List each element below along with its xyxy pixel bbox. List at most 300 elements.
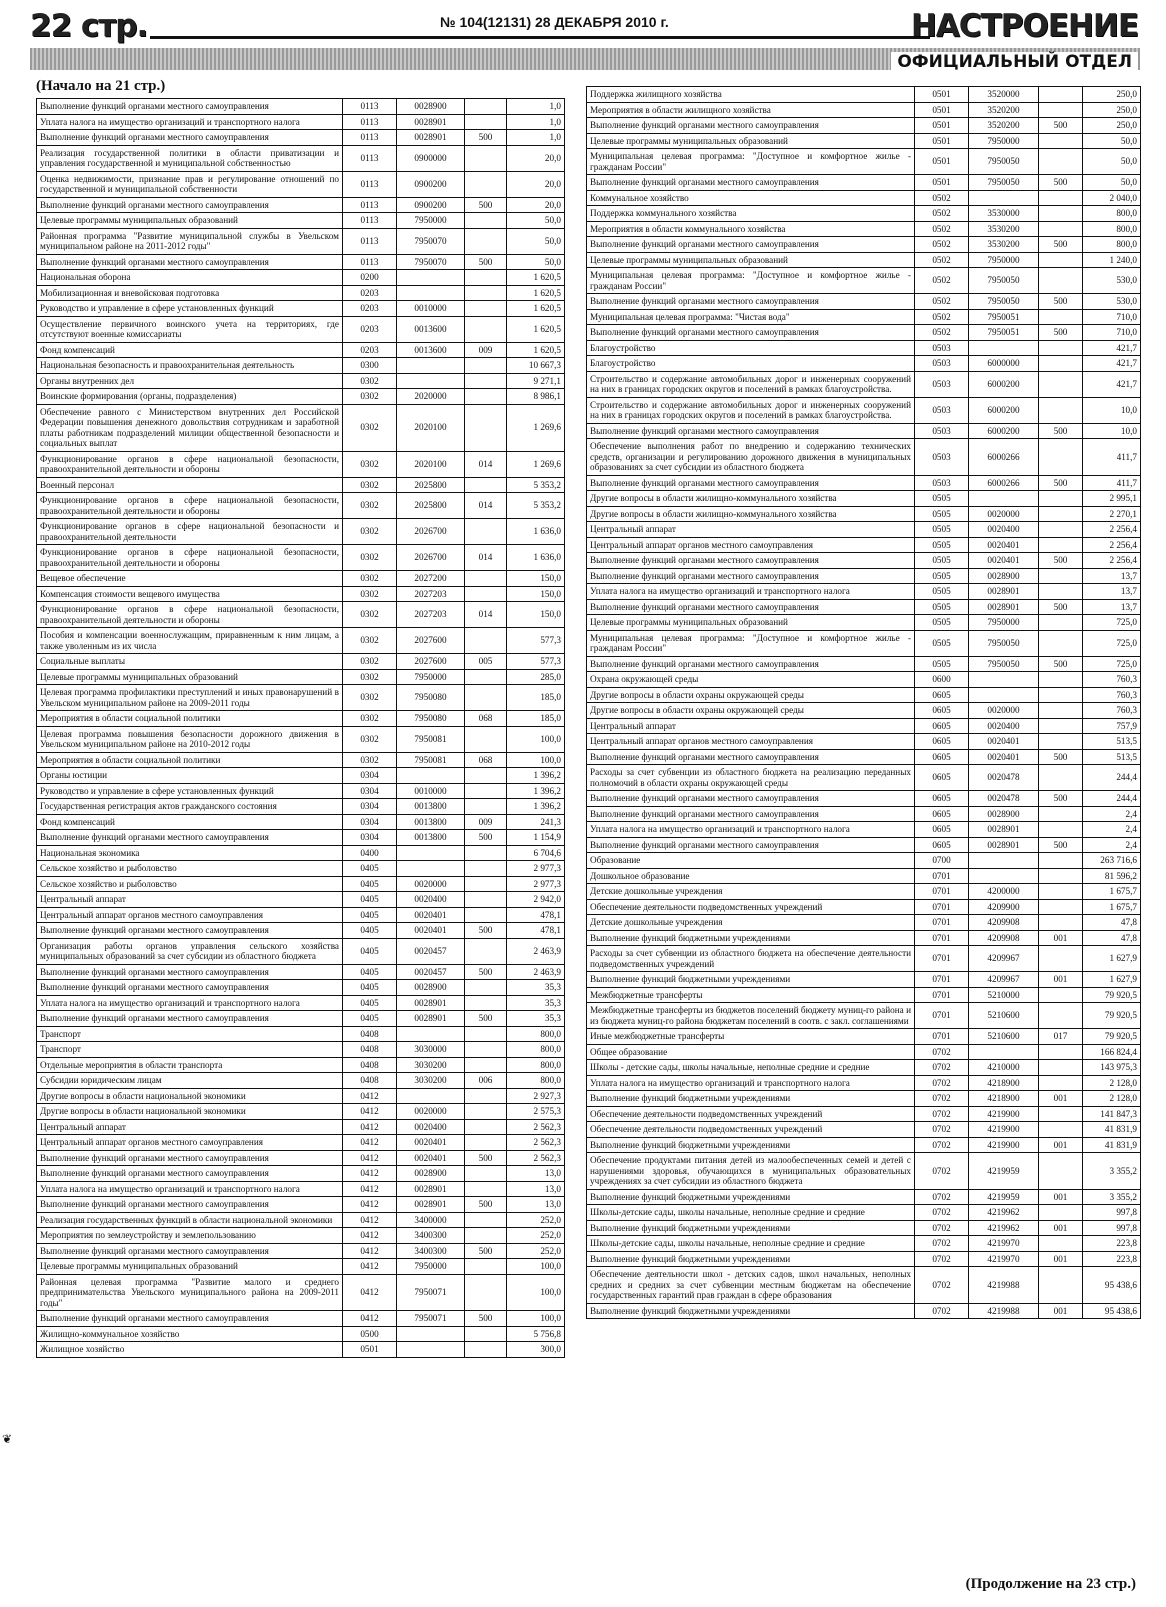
table-row bbox=[37, 301, 565, 317]
section-code: 0503 bbox=[915, 371, 969, 397]
table-row bbox=[587, 765, 1141, 791]
section-code: 0203 bbox=[343, 301, 397, 317]
row-name: Выполнение функций органами местного самоуправления bbox=[587, 423, 915, 439]
row-name: Другие вопросы в области национальной экономики bbox=[37, 1104, 343, 1120]
target-code: 7950071 bbox=[397, 1274, 465, 1311]
amount: 1,0 bbox=[507, 114, 565, 130]
row-name: Уплата налога на имущество организаций и транспортного налога bbox=[587, 1075, 915, 1091]
amount: 47,8 bbox=[1083, 930, 1141, 946]
row-name: Строительство и содержание автомобильных дорог и инженерных сооружений на них в границах городских округов и поселений в рамках благоустройства. bbox=[587, 371, 915, 397]
section-code: 0405 bbox=[343, 1011, 397, 1027]
amount: 244,4 bbox=[1083, 791, 1141, 807]
target-code: 2025800 bbox=[397, 477, 465, 493]
section-code: 0412 bbox=[343, 1259, 397, 1275]
section-code: 0702 bbox=[915, 1251, 969, 1267]
amount: 95 438,6 bbox=[1083, 1267, 1141, 1304]
amount: 710,0 bbox=[1083, 325, 1141, 341]
amount: 577,3 bbox=[507, 628, 565, 654]
expense-type bbox=[1039, 1205, 1083, 1221]
table-row bbox=[37, 1088, 565, 1104]
section-code: 0701 bbox=[915, 868, 969, 884]
amount: 244,4 bbox=[1083, 765, 1141, 791]
table-row bbox=[587, 915, 1141, 931]
section-code: 0113 bbox=[343, 114, 397, 130]
row-name: Органы юстиции bbox=[37, 768, 343, 784]
expense-type bbox=[465, 980, 507, 996]
row-name: Функционирование органов в сфере национальной безопасности, правоохранительной деятельности и обороны bbox=[37, 602, 343, 628]
section-code: 0412 bbox=[343, 1197, 397, 1213]
row-name: Обеспечение деятельности подведомственных учреждений bbox=[587, 899, 915, 915]
section-code: 0605 bbox=[915, 749, 969, 765]
target-code: 7950050 bbox=[969, 630, 1039, 656]
section-code: 0302 bbox=[343, 628, 397, 654]
row-name: Целевая программа профилактики преступлений и иных правонарушений в Увельском муниципальном районе на 2009-2011 годы bbox=[37, 685, 343, 711]
section-code: 0302 bbox=[343, 586, 397, 602]
amount: 997,8 bbox=[1083, 1220, 1141, 1236]
row-name: Выполнение функций бюджетными учреждениями bbox=[587, 1220, 915, 1236]
expense-type bbox=[465, 726, 507, 752]
amount: 300,0 bbox=[507, 1342, 565, 1358]
row-name: Целевые программы муниципальных образований bbox=[37, 1259, 343, 1275]
amount: 1 636,0 bbox=[507, 545, 565, 571]
expense-type bbox=[465, 938, 507, 964]
section-code: 0302 bbox=[343, 477, 397, 493]
section-code: 0505 bbox=[915, 506, 969, 522]
amount: 478,1 bbox=[507, 923, 565, 939]
section-code: 0304 bbox=[343, 768, 397, 784]
target-code: 0020400 bbox=[397, 892, 465, 908]
target-code: 0028901 bbox=[969, 599, 1039, 615]
table-row bbox=[587, 522, 1141, 538]
table-row bbox=[37, 586, 565, 602]
target-code: 2027200 bbox=[397, 571, 465, 587]
section-code: 0505 bbox=[915, 568, 969, 584]
table-row bbox=[37, 669, 565, 685]
expense-type bbox=[1039, 1267, 1083, 1304]
budget-table-left bbox=[36, 98, 565, 1358]
amount: 2 927,3 bbox=[507, 1088, 565, 1104]
table-row bbox=[37, 270, 565, 286]
row-name: Выполнение функций органами местного самоуправления bbox=[37, 980, 343, 996]
section-code: 0701 bbox=[915, 946, 969, 972]
expense-type bbox=[1039, 309, 1083, 325]
section-code: 0304 bbox=[343, 799, 397, 815]
target-code: 4219988 bbox=[969, 1303, 1039, 1319]
expense-type bbox=[465, 1212, 507, 1228]
continuation-from: (Начало на 21 стр.) bbox=[36, 78, 166, 94]
table-row bbox=[37, 726, 565, 752]
table-row bbox=[37, 451, 565, 477]
table-row bbox=[37, 1212, 565, 1228]
table-row bbox=[587, 206, 1141, 222]
row-name: Выполнение функций органами местного самоуправления bbox=[587, 806, 915, 822]
section-code: 0503 bbox=[915, 356, 969, 372]
row-name: Выполнение функций бюджетными учреждениями bbox=[587, 1251, 915, 1267]
table-row bbox=[37, 995, 565, 1011]
table-row bbox=[587, 1106, 1141, 1122]
amount: 2 995,1 bbox=[1083, 491, 1141, 507]
target-code: 0028900 bbox=[969, 568, 1039, 584]
table-row bbox=[37, 892, 565, 908]
expense-type: 500 bbox=[465, 923, 507, 939]
amount: 2 977,3 bbox=[507, 861, 565, 877]
table-row bbox=[587, 340, 1141, 356]
row-name: Выполнение функций бюджетными учреждениями bbox=[587, 1189, 915, 1205]
section-code: 0501 bbox=[915, 102, 969, 118]
section-code: 0412 bbox=[343, 1181, 397, 1197]
section-code: 0701 bbox=[915, 930, 969, 946]
section-code: 0505 bbox=[915, 630, 969, 656]
expense-type bbox=[1039, 268, 1083, 294]
amount: 1 240,0 bbox=[1083, 252, 1141, 268]
expense-type: 009 bbox=[465, 814, 507, 830]
target-code: 0020401 bbox=[969, 749, 1039, 765]
table-row bbox=[587, 1189, 1141, 1205]
row-name: Выполнение функций органами местного самоуправления bbox=[37, 1197, 343, 1213]
section-code: 0302 bbox=[343, 654, 397, 670]
target-code: 2026700 bbox=[397, 545, 465, 571]
target-code: 4218900 bbox=[969, 1091, 1039, 1107]
row-name: Школы-детские сады, школы начальные, неполные средние и средние bbox=[587, 1205, 915, 1221]
row-name: Жилищное хозяйство bbox=[37, 1342, 343, 1358]
target-code: 0013600 bbox=[397, 316, 465, 342]
section-code: 0505 bbox=[915, 584, 969, 600]
expense-type bbox=[465, 768, 507, 784]
row-name: Школы-детские сады, школы начальные, неполные средние и средние bbox=[587, 1236, 915, 1252]
expense-type bbox=[1039, 1003, 1083, 1029]
target-code: 4219962 bbox=[969, 1205, 1039, 1221]
target-code: 7950050 bbox=[969, 294, 1039, 310]
amount: 421,7 bbox=[1083, 371, 1141, 397]
row-name: Выполнение функций органами местного самоуправления bbox=[37, 99, 343, 115]
expense-type bbox=[1039, 1106, 1083, 1122]
expense-type bbox=[465, 876, 507, 892]
row-name: Осуществление первичного воинского учета на территориях, где отсутствуют военные комиссариаты bbox=[37, 316, 343, 342]
target-code: 0020401 bbox=[397, 1135, 465, 1151]
section-code: 0702 bbox=[915, 1267, 969, 1304]
expense-type bbox=[465, 1119, 507, 1135]
amount: 185,0 bbox=[507, 685, 565, 711]
amount: 250,0 bbox=[1083, 102, 1141, 118]
amount: 1 269,6 bbox=[507, 404, 565, 451]
section-code: 0702 bbox=[915, 1091, 969, 1107]
target-code: 3030000 bbox=[397, 1042, 465, 1058]
target-code: 5210600 bbox=[969, 1003, 1039, 1029]
target-code: 3400000 bbox=[397, 1212, 465, 1228]
row-name: Фонд компенсаций bbox=[37, 342, 343, 358]
section-code: 0113 bbox=[343, 254, 397, 270]
target-code: 7950000 bbox=[397, 1259, 465, 1275]
table-row bbox=[37, 1057, 565, 1073]
table-row bbox=[587, 630, 1141, 656]
row-name: Выполнение функций органами местного самоуправления bbox=[587, 553, 915, 569]
target-code bbox=[397, 768, 465, 784]
target-code: 0020000 bbox=[397, 876, 465, 892]
target-code: 0028901 bbox=[397, 1197, 465, 1213]
target-code: 7950070 bbox=[397, 254, 465, 270]
row-name: Сельское хозяйство и рыболовство bbox=[37, 876, 343, 892]
row-name: Сельское хозяйство и рыболовство bbox=[37, 861, 343, 877]
amount: 35,3 bbox=[507, 980, 565, 996]
row-name: Выполнение функций органами местного самоуправления bbox=[587, 118, 915, 134]
expense-type: 500 bbox=[1039, 423, 1083, 439]
table-row bbox=[587, 806, 1141, 822]
section-code: 0605 bbox=[915, 791, 969, 807]
amount: 100,0 bbox=[507, 1311, 565, 1327]
target-code: 3030200 bbox=[397, 1057, 465, 1073]
section-code: 0701 bbox=[915, 899, 969, 915]
section-code: 0113 bbox=[343, 228, 397, 254]
row-name: Выполнение функций органами местного самоуправления bbox=[37, 1243, 343, 1259]
target-code: 0028901 bbox=[969, 837, 1039, 853]
target-code: 0028900 bbox=[397, 1166, 465, 1182]
expense-type bbox=[465, 892, 507, 908]
section-code: 0302 bbox=[343, 519, 397, 545]
expense-type: 500 bbox=[465, 1311, 507, 1327]
table-row bbox=[587, 294, 1141, 310]
amount: 10 667,3 bbox=[507, 358, 565, 374]
table-row bbox=[37, 1119, 565, 1135]
row-name: Муниципальная целевая программа: "Чистая вода" bbox=[587, 309, 915, 325]
row-name: Функционирование органов в сфере национальной безопасности и правоохранительной деятельности bbox=[37, 519, 343, 545]
amount: 166 824,4 bbox=[1083, 1044, 1141, 1060]
target-code: 0028901 bbox=[397, 1011, 465, 1027]
row-name: Школы - детские сады, школы начальные, неполные средние и средние bbox=[587, 1060, 915, 1076]
row-name: Поддержка жилищного хозяйства bbox=[587, 87, 915, 103]
row-name: Национальная оборона bbox=[37, 270, 343, 286]
amount: 2 575,3 bbox=[507, 1104, 565, 1120]
row-name: Другие вопросы в области жилищно-коммунального хозяйства bbox=[587, 491, 915, 507]
section-code: 0412 bbox=[343, 1311, 397, 1327]
expense-type: 001 bbox=[1039, 1137, 1083, 1153]
table-row bbox=[37, 316, 565, 342]
section-code: 0702 bbox=[915, 1075, 969, 1091]
target-code: 3520000 bbox=[969, 87, 1039, 103]
section-code: 0605 bbox=[915, 806, 969, 822]
table-row bbox=[587, 537, 1141, 553]
amount: 20,0 bbox=[507, 197, 565, 213]
section-code: 0701 bbox=[915, 915, 969, 931]
target-code: 4219970 bbox=[969, 1251, 1039, 1267]
target-code: 2025800 bbox=[397, 493, 465, 519]
target-code: 7950000 bbox=[969, 615, 1039, 631]
target-code: 0028901 bbox=[397, 130, 465, 146]
expense-type bbox=[1039, 522, 1083, 538]
expense-type: 500 bbox=[1039, 175, 1083, 191]
expense-type bbox=[1039, 584, 1083, 600]
continuation-to: (Продолжение на 23 стр.) bbox=[965, 1576, 1136, 1592]
expense-type bbox=[465, 1326, 507, 1342]
section-code: 0412 bbox=[343, 1088, 397, 1104]
amount: 1 620,5 bbox=[507, 285, 565, 301]
section-code: 0501 bbox=[915, 175, 969, 191]
row-name: Поддержка коммунального хозяйства bbox=[587, 206, 915, 222]
target-code: 0010000 bbox=[397, 783, 465, 799]
row-name: Обеспечение продуктами питания детей из малообеспеченных семей и детей с нарушениями здоровья, обучающихся в муниципальных образовательных учреждениях за счет субсидии из областного бюджета bbox=[587, 1153, 915, 1190]
target-code: 0020478 bbox=[969, 791, 1039, 807]
section-code: 0505 bbox=[915, 491, 969, 507]
row-name: Благоустройство bbox=[587, 340, 915, 356]
amount: 79 920,5 bbox=[1083, 1029, 1141, 1045]
expense-type: 500 bbox=[465, 830, 507, 846]
amount: 143 975,3 bbox=[1083, 1060, 1141, 1076]
row-name: Выполнение функций органами местного самоуправления bbox=[37, 964, 343, 980]
target-code: 4219900 bbox=[969, 1137, 1039, 1153]
table-row bbox=[587, 475, 1141, 491]
expense-type bbox=[1039, 806, 1083, 822]
section-code: 0701 bbox=[915, 972, 969, 988]
amount: 760,3 bbox=[1083, 703, 1141, 719]
table-row bbox=[37, 876, 565, 892]
target-code: 2027203 bbox=[397, 602, 465, 628]
row-name: Центральный аппарат bbox=[587, 522, 915, 538]
row-name: Выполнение функций органами местного самоуправления bbox=[587, 749, 915, 765]
expense-type bbox=[1039, 672, 1083, 688]
table-row bbox=[587, 397, 1141, 423]
expense-type bbox=[465, 404, 507, 451]
amount: 3 355,2 bbox=[1083, 1189, 1141, 1205]
row-name: Иные межбюджетные трансферты bbox=[587, 1029, 915, 1045]
table-row bbox=[37, 145, 565, 171]
target-code: 3520200 bbox=[969, 118, 1039, 134]
amount: 41 831,9 bbox=[1083, 1122, 1141, 1138]
amount: 478,1 bbox=[507, 907, 565, 923]
expense-type: 005 bbox=[465, 654, 507, 670]
amount: 5 756,8 bbox=[507, 1326, 565, 1342]
expense-type: 014 bbox=[465, 493, 507, 519]
expense-type bbox=[1039, 190, 1083, 206]
expense-type bbox=[465, 995, 507, 1011]
amount: 8 986,1 bbox=[507, 389, 565, 405]
target-code: 0900200 bbox=[397, 171, 465, 197]
expense-type: 500 bbox=[465, 197, 507, 213]
section-code: 0302 bbox=[343, 685, 397, 711]
expense-type bbox=[1039, 491, 1083, 507]
row-name: Мероприятия по землеустройству и землепользованию bbox=[37, 1228, 343, 1244]
section-code: 0503 bbox=[915, 475, 969, 491]
table-row bbox=[37, 685, 565, 711]
target-code: 0028900 bbox=[969, 806, 1039, 822]
section-code: 0501 bbox=[343, 1342, 397, 1358]
target-code: 0900200 bbox=[397, 197, 465, 213]
row-name: Выполнение функций бюджетными учреждениями bbox=[587, 972, 915, 988]
amount: 10,0 bbox=[1083, 397, 1141, 423]
amount: 725,0 bbox=[1083, 630, 1141, 656]
expense-type bbox=[1039, 356, 1083, 372]
section-code: 0405 bbox=[343, 907, 397, 923]
row-name: Центральный аппарат органов местного самоуправления bbox=[37, 907, 343, 923]
table-row bbox=[37, 197, 565, 213]
table-row bbox=[587, 221, 1141, 237]
table-row bbox=[587, 1251, 1141, 1267]
expense-type: 500 bbox=[1039, 475, 1083, 491]
expense-type: 500 bbox=[465, 1197, 507, 1213]
target-code bbox=[397, 373, 465, 389]
target-code: 4218900 bbox=[969, 1075, 1039, 1091]
expense-type bbox=[1039, 1122, 1083, 1138]
expense-type bbox=[1039, 206, 1083, 222]
section-code: 0702 bbox=[915, 1303, 969, 1319]
amount: 13,0 bbox=[507, 1166, 565, 1182]
amount: 150,0 bbox=[507, 602, 565, 628]
target-code: 3400300 bbox=[397, 1228, 465, 1244]
section-code: 0412 bbox=[343, 1243, 397, 1259]
table-row bbox=[37, 130, 565, 146]
section-code: 0702 bbox=[915, 1153, 969, 1190]
row-name: Государственная регистрация актов гражданского состояния bbox=[37, 799, 343, 815]
row-name: Выполнение функций органами местного самоуправления bbox=[37, 197, 343, 213]
table-row bbox=[37, 285, 565, 301]
expense-type: 500 bbox=[1039, 599, 1083, 615]
expense-type bbox=[465, 861, 507, 877]
section-code: 0408 bbox=[343, 1026, 397, 1042]
target-code: 5210600 bbox=[969, 1029, 1039, 1045]
section-code: 0405 bbox=[343, 980, 397, 996]
row-name: Муниципальная целевая программа: "Доступное и комфортное жилье - гражданам России" bbox=[587, 149, 915, 175]
expense-type bbox=[1039, 506, 1083, 522]
table-row bbox=[587, 987, 1141, 1003]
row-name: Выполнение функций бюджетными учреждениями bbox=[587, 1303, 915, 1319]
target-code: 2027203 bbox=[397, 586, 465, 602]
amount: 141 847,3 bbox=[1083, 1106, 1141, 1122]
row-name: Межбюджетные трансферты из бюджетов поселений бюджету муниц-го района и из бюджета муниц-го района бюджетам поселений в соотв. с закл. соглашениями bbox=[587, 1003, 915, 1029]
amount: 2 256,4 bbox=[1083, 522, 1141, 538]
section-code: 0113 bbox=[343, 130, 397, 146]
amount: 800,0 bbox=[1083, 206, 1141, 222]
amount: 6 704,6 bbox=[507, 845, 565, 861]
section-code: 0302 bbox=[343, 669, 397, 685]
row-name: Выполнение функций бюджетными учреждениями bbox=[587, 1091, 915, 1107]
amount: 5 353,2 bbox=[507, 477, 565, 493]
target-code: 5210000 bbox=[969, 987, 1039, 1003]
amount: 50,0 bbox=[1083, 133, 1141, 149]
expense-type bbox=[465, 799, 507, 815]
section-code: 0412 bbox=[343, 1135, 397, 1151]
table-row bbox=[37, 545, 565, 571]
expense-type: 001 bbox=[1039, 1303, 1083, 1319]
row-name: Социальные выплаты bbox=[37, 654, 343, 670]
row-name: Выполнение функций бюджетными учреждениями bbox=[587, 1137, 915, 1153]
target-code: 6000200 bbox=[969, 423, 1039, 439]
row-name: Обеспечение выполнения работ по внедрению и содержанию технических средств, организации и регулированию дорожного движения в муниципальных образованиях за счет субсидии из областного бюджета bbox=[587, 439, 915, 476]
expense-type bbox=[465, 171, 507, 197]
table-row bbox=[587, 133, 1141, 149]
row-name: Выполнение функций органами местного самоуправления bbox=[37, 254, 343, 270]
row-name: Другие вопросы в области охраны окружающей среды bbox=[587, 703, 915, 719]
section-code: 0408 bbox=[343, 1042, 397, 1058]
amount: 13,0 bbox=[507, 1181, 565, 1197]
target-code: 6000000 bbox=[969, 356, 1039, 372]
section-code: 0304 bbox=[343, 783, 397, 799]
section-code: 0501 bbox=[915, 149, 969, 175]
amount: 185,0 bbox=[507, 711, 565, 727]
table-row bbox=[37, 1311, 565, 1327]
expense-type bbox=[1039, 87, 1083, 103]
amount: 223,8 bbox=[1083, 1236, 1141, 1252]
amount: 421,7 bbox=[1083, 340, 1141, 356]
target-code: 6000200 bbox=[969, 397, 1039, 423]
row-name: Выполнение функций органами местного самоуправления bbox=[37, 1311, 343, 1327]
row-name: Образование bbox=[587, 853, 915, 869]
section-code: 0302 bbox=[343, 726, 397, 752]
section-code: 0304 bbox=[343, 830, 397, 846]
amount: 50,0 bbox=[507, 228, 565, 254]
expense-type: 500 bbox=[1039, 837, 1083, 853]
table-row bbox=[587, 1220, 1141, 1236]
expense-type bbox=[465, 477, 507, 493]
row-name: Строительство и содержание автомобильных дорог и инженерных сооружений на них в границах городских округов и поселений в рамках благоустройства. bbox=[587, 397, 915, 423]
amount: 530,0 bbox=[1083, 268, 1141, 294]
